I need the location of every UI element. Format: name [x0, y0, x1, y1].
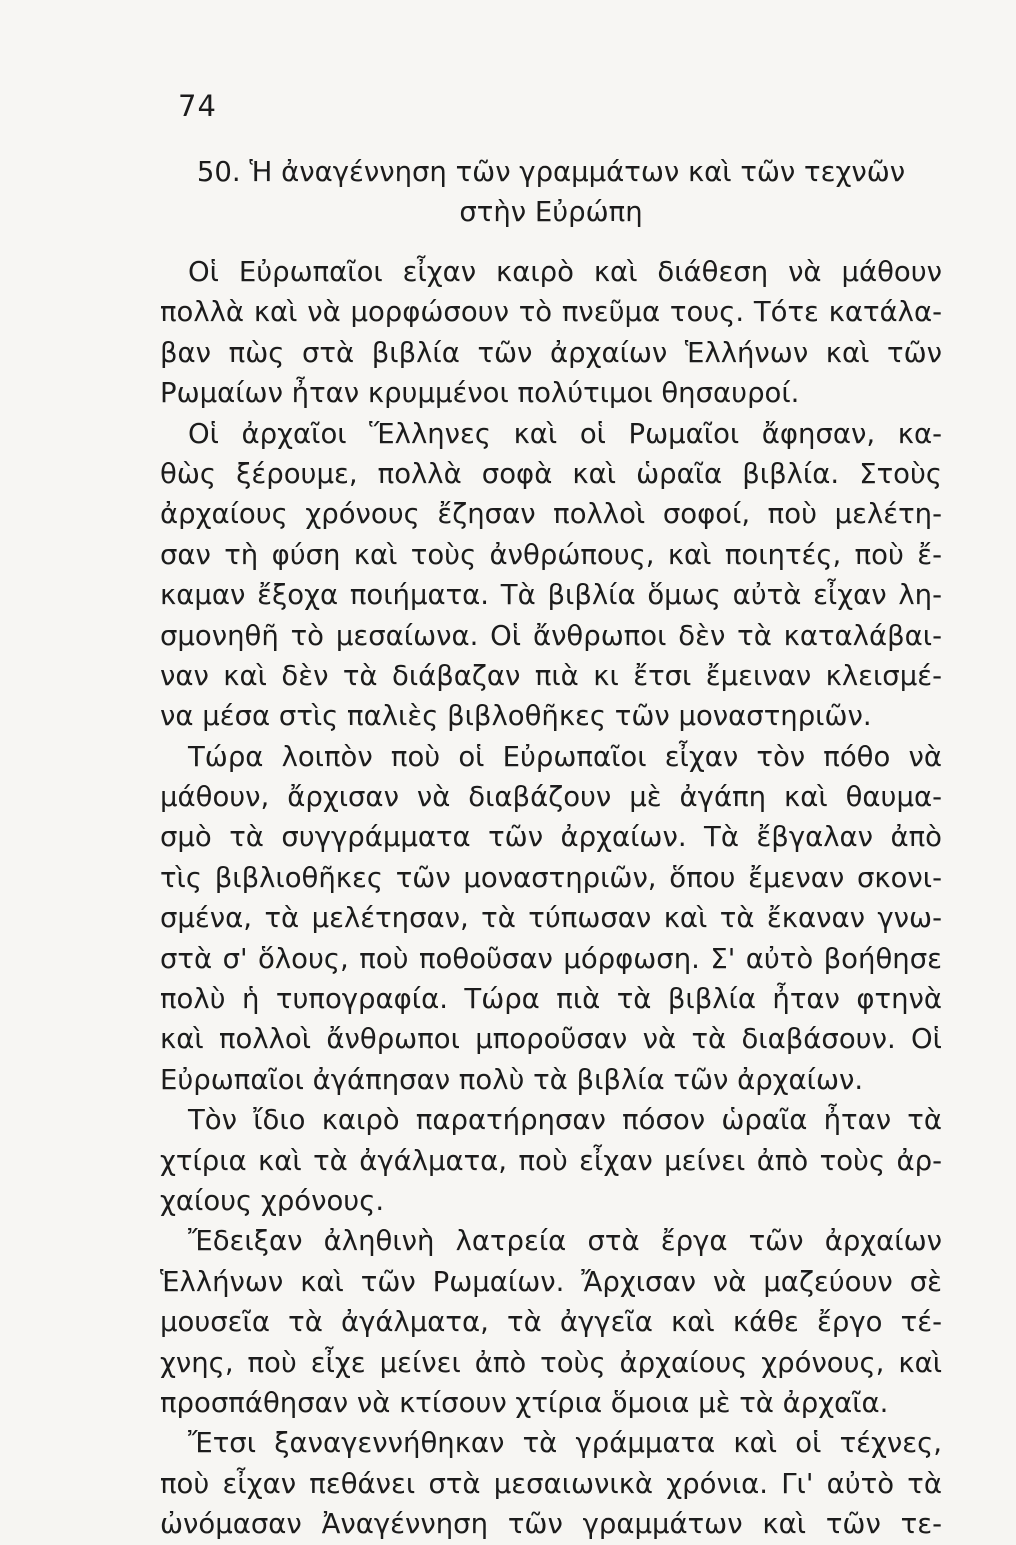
heading-line-1: 50. Ἡ ἀναγέννηση τῶν γραμμάτων καὶ τῶν τεχνῶν [196, 156, 906, 188]
page-number: 74 [178, 89, 217, 123]
text-line: Τὸν ἴδιο καιρὸ παρατήρησαν πόσον ὡραῖα ἦταν τὰ [188, 1104, 942, 1137]
text-line: Ἑλλήνων καὶ τῶν Ρωμαίων. Ἄρχισαν νὰ μαζεύουν σὲ [160, 1265, 942, 1298]
text-line: Ἔδειξαν ἀληθινὴ λατρεία στὰ ἔργα τῶν ἀρχαίων [188, 1225, 942, 1258]
text-line: Ρωμαίων ἦταν κρυμμένοι πολύτιμοι θησαυροί. [160, 377, 800, 410]
text-line: πολλὰ καὶ νὰ μορφώσουν τὸ πνεῦμα τους. Τότε κατάλα- [160, 296, 942, 329]
text-line: ναν καὶ δὲν τὰ διάβαζαν πιὰ κι ἔτσι ἔμειναν κλεισμέ- [160, 659, 942, 692]
text-line: Οἱ ἀρχαῖοι Ἕλληνες καὶ οἱ Ρωμαῖοι ἄφησαν, κα- [188, 417, 942, 450]
text-line: στὰ σ' ὅλους, ποὺ ποθοῦσαν μόρφωση. Σ' αὐτὸ βοήθησε [160, 942, 942, 975]
chapter-heading [160, 152, 942, 233]
text-line: χνης, ποὺ εἶχε μείνει ἀπὸ τοὺς ἀρχαίους χρόνους, καὶ [160, 1346, 942, 1379]
text-line: σμένα, τὰ μελέτησαν, τὰ τύπωσαν καὶ τὰ ἔκαναν γνω- [160, 902, 942, 935]
text-line: βαν πὼς στὰ βιβλία τῶν ἀρχαίων Ἑλλήνων καὶ τῶν [160, 336, 942, 369]
text-line: να μέσα στὶς παλιὲς βιβλοθῆκες τῶν μοναστηριῶν. [160, 700, 872, 733]
body-text [160, 252, 942, 1545]
text-line: ποὺ εἶχαν πεθάνει στὰ μεσαιωνικὰ χρόνια. Γι' αὐτὸ τὰ [160, 1467, 942, 1500]
text-line: ἀρχαίους χρόνους ἔζησαν πολλοὶ σοφοί, ποὺ μελέτη- [160, 498, 942, 531]
text-line: Οἱ Εὐρωπαῖοι εἶχαν καιρὸ καὶ διάθεση νὰ μάθουν [188, 256, 942, 288]
text-line: χτίρια καὶ τὰ ἀγάλματα, ποὺ εἶχαν μείνει ἀπὸ τοὺς ἀρ- [160, 1144, 942, 1177]
text-line: καὶ πολλοὶ ἄνθρωποι μποροῦσαν νὰ τὰ διαβάσουν. Οἱ [160, 1023, 942, 1056]
text-line: σμὸ τὰ συγγράμματα τῶν ἀρχαίων. Τὰ ἔβγαλαν ἀπὸ [160, 821, 942, 854]
text-line: σαν τὴ φύση καὶ τοὺς ἀνθρώπους, καὶ ποιητές, ποὺ ἔ- [160, 538, 942, 571]
text-line: πολὺ ἡ τυπογραφία. Τώρα πιὰ τὰ βιβλία ἦταν φτηνὰ [160, 983, 942, 1016]
text-line: προσπάθησαν νὰ κτίσουν χτίρια ὅμοια μὲ τὰ ἀρχαῖα. [160, 1386, 889, 1419]
text-line: μουσεῖα τὰ ἀγάλματα, τὰ ἀγγεῖα καὶ κάθε ἔργο τέ- [160, 1306, 942, 1339]
text-line: Εὐρωπαῖοι ἀγάπησαν πολὺ τὰ βιβλία τῶν ἀρχαίων. [160, 1063, 864, 1096]
text-line: τὶς βιβλιοθῆκες τῶν μοναστηριῶν, ὅπου ἔμεναν σκονι- [160, 861, 942, 894]
heading-line-2: στὴν Εὐρώπη [459, 196, 643, 229]
text-line: ὠνόμασαν Ἀναγέννηση τῶν γραμμάτων καὶ τῶν τε- [160, 1508, 942, 1541]
text-line: καμαν ἔξοχα ποιήματα. Τὰ βιβλία ὅμως αὐτὰ εἶχαν λη- [160, 579, 942, 612]
text-line: Τώρα λοιπὸν ποὺ οἱ Εὐρωπαῖοι εἶχαν τὸν πόθο νὰ [188, 740, 942, 773]
text-line: μάθουν, ἄρχισαν νὰ διαβάζουν μὲ ἀγάπη καὶ θαυμα- [160, 781, 942, 814]
text-line: σμονηθῆ τὸ μεσαίωνα. Οἱ ἄνθρωποι δὲν τὰ καταλάβαι- [160, 619, 942, 652]
text-line: χαίους χρόνους. [160, 1184, 385, 1217]
text-line: Ἔτσι ξαναγεννήθηκαν τὰ γράμματα καὶ οἱ τέχνες, [188, 1427, 942, 1460]
text-line: θὼς ξέρουμε, πολλὰ σοφὰ καὶ ὡραῖα βιβλία. Στοὺς [160, 457, 942, 490]
